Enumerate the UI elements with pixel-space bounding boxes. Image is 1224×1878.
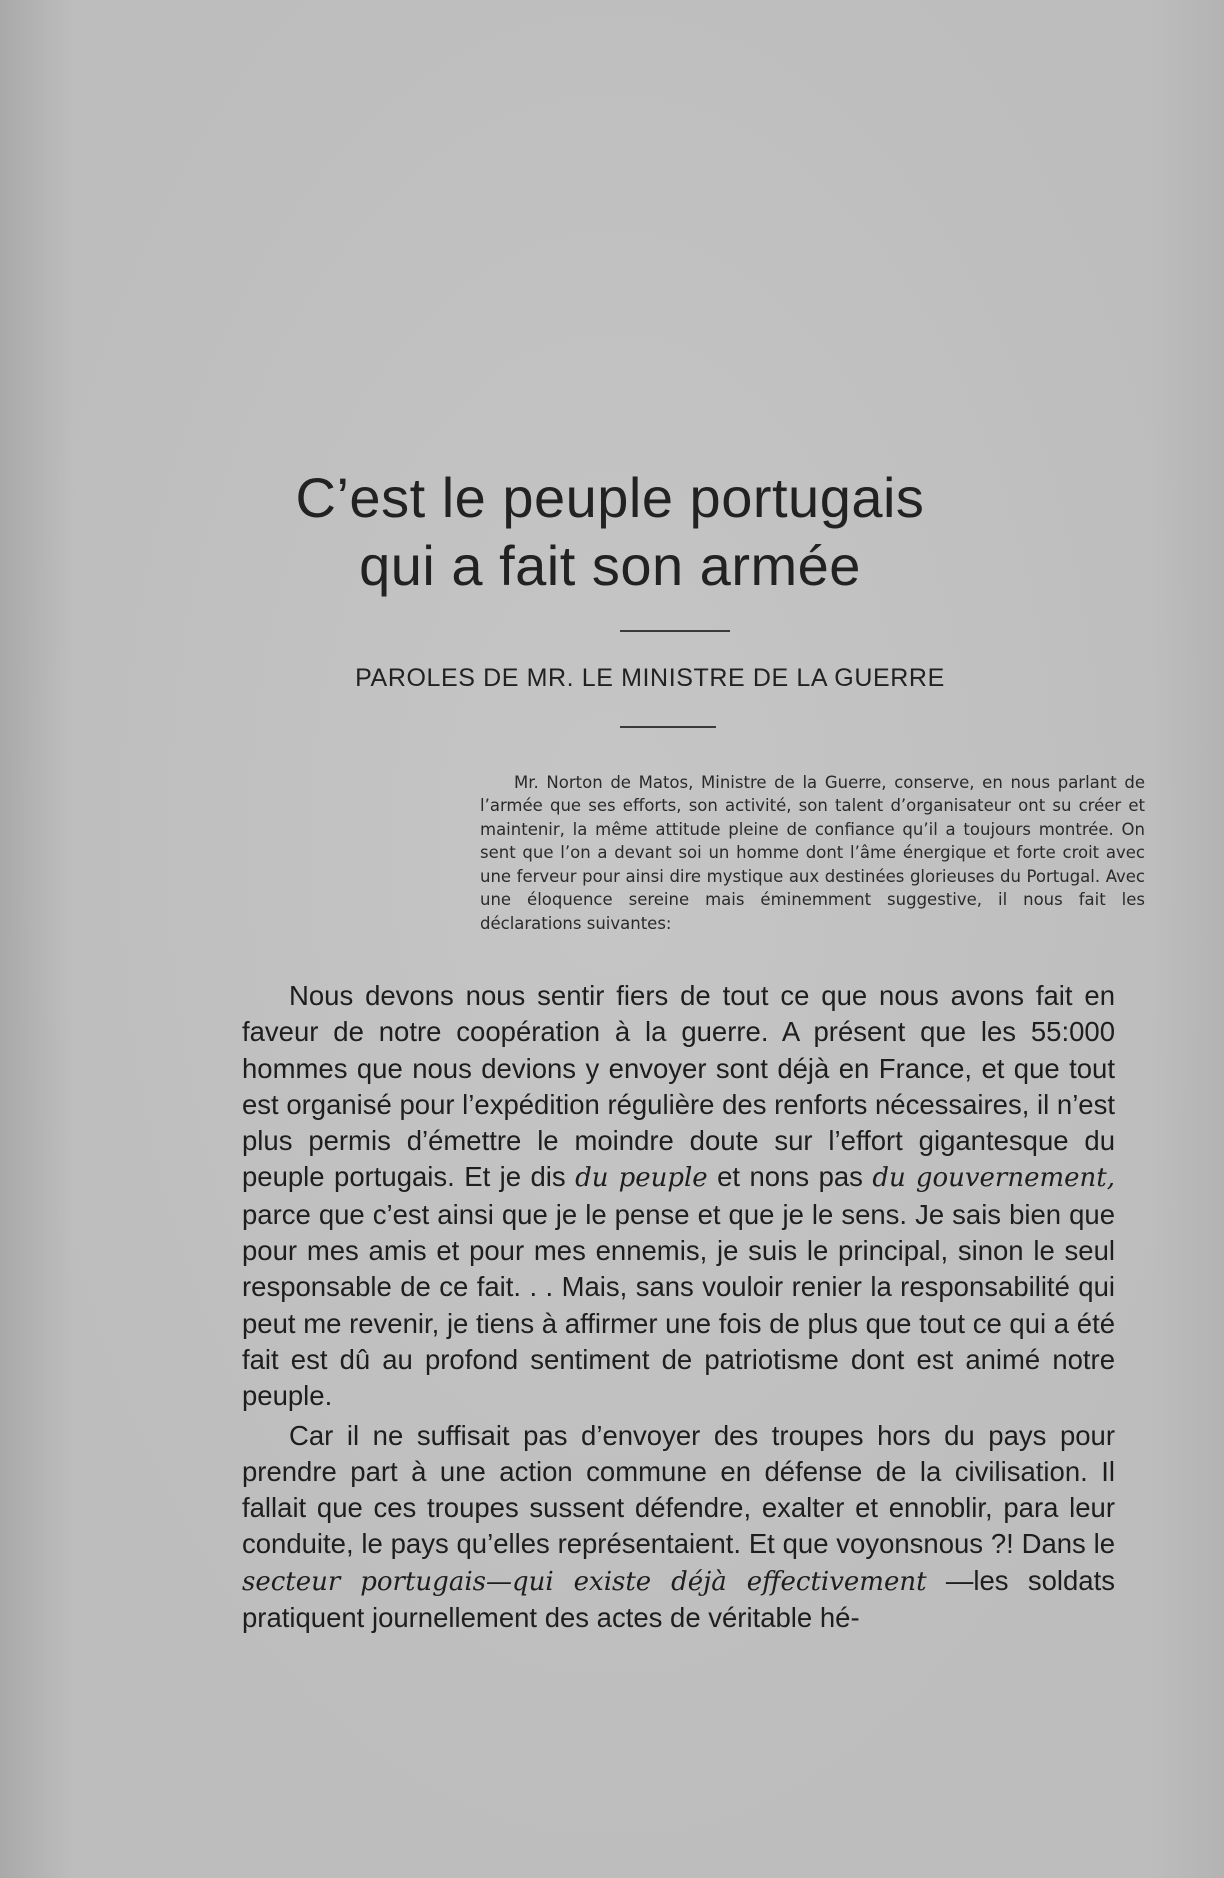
body-paragraph-1-text-c: parce que c’est ainsi que je le pense et que je le sens. Je sais bien que pour mes amis et pour mes ennemis, je suis le principal, sinon le seul responsable de ce fait. . . Mais, sans vouloir renier la responsabilité qui peut me revenir, je tiens à affirmer une fois de plus que tout ce qui a été fait est dû au profond sentiment de patriotisme dont est animé notre peuple. [242, 1198, 1115, 1412]
body-paragraph-1-emphasis-a: du peuple [575, 1163, 708, 1194]
article-title-line-2: qui a fait son armée [359, 534, 861, 597]
intro-paragraph: Mr. Norton de Matos, Ministre de la Guerre, conserve, en nous parlant de l’armée que ses efforts, son activité, son talent d’organisateur ont su créer et maintenir, la même attitude pleine de confiance qu’il a toujours montrée. On sent que l’on a devant soi un homme dont l’âme énergique et forte croit avec une ferveur pour ainsi dire mystique aux destinées glorieuses du Portugal. Avec une éloquence sereine mais éminemment suggestive, il nous fait les déclarations suivantes: [480, 772, 1145, 934]
body-paragraph-1-text-b: et nons pas [707, 1161, 873, 1193]
body-paragraph-2-text-b: —les soldats pratiquent journellement des actes de véritable hé- [242, 1564, 1115, 1634]
article-subtitle: PAROLES DE MR. LE MINISTRE DE LA GUERRE [355, 664, 945, 692]
subtitle-divider [620, 726, 716, 728]
article-title-line-1: C’est le peuple portugais [295, 466, 925, 529]
body-paragraph-1-text-a: Nous devons nous sentir fiers de tout ce que nous avons fait en faveur de notre coopération à la guerre. A présent que les 55:000 hommes que nous devions y envoyer sont déjà en France, et que tout est organisé pour l’expédition régulière des renforts nécessaires, il n’est plus permis d’émettre le moindre doute sur l’effort gigantesque du peuple portugais. Et je dis [242, 980, 1115, 1193]
article-body [242, 978, 1115, 1636]
body-paragraph-1 [242, 978, 1115, 1415]
body-paragraph-2-emphasis-a: secteur portugais—qui existe déjà effectivement [242, 1566, 927, 1597]
body-paragraph-2-text-a: Car il ne suffisait pas d’envoyer des troupes hors du pays pour prendre part à une action commune en défense de la civilisation. Il fallait que ces troupes sussent défendre, exalter et ennoblir, para leur conduite, le pays qu’elles représentaient. Et que voyonsnous ?! Dans le [242, 1419, 1115, 1560]
title-divider [620, 630, 730, 632]
body-paragraph-1-emphasis-b: du gouvernement, [872, 1163, 1115, 1194]
body-paragraph-2 [242, 1418, 1115, 1637]
